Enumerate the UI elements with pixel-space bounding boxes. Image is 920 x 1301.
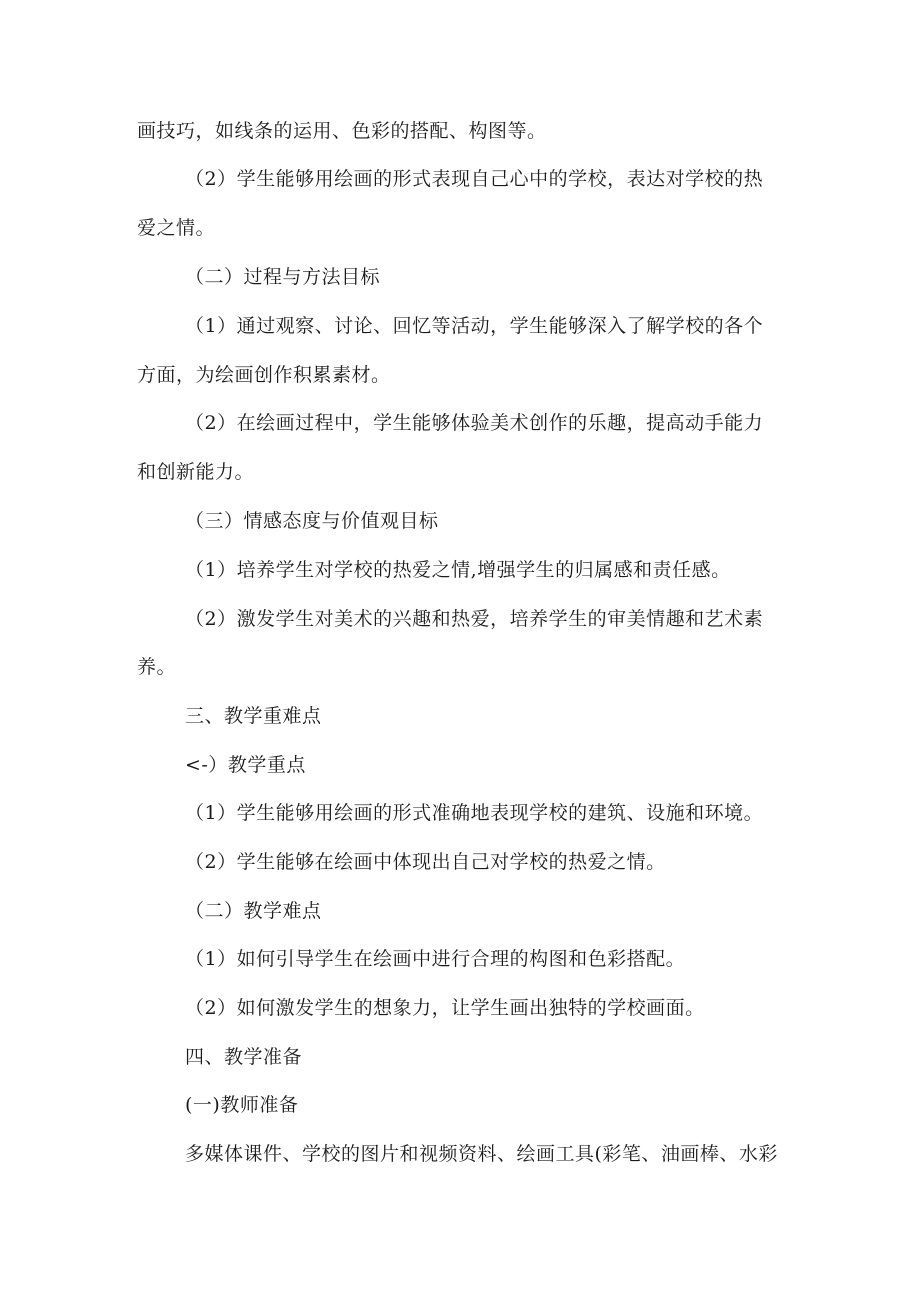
paragraph-line: （1）通过观察、讨论、回忆等活动，学生能够深入了解学校的各个: [185, 315, 764, 337]
paragraph-line: （2）学生能够在绘画中体现出自己对学校的热爱之情。: [185, 851, 666, 873]
chapter-heading: 四、教学准备: [185, 1046, 303, 1068]
paragraph-line: （1）学生能够用绘画的形式准确地表现学校的建筑、设施和环境。: [185, 802, 764, 824]
section-heading: (一)教师准备: [185, 1094, 299, 1116]
paragraph-line: （1）培养学生对学校的热爱之情,增强学生的归属感和责任感。: [185, 559, 731, 581]
paragraph-line: （2）如何激发学生的想象力，让学生画出独特的学校画面。: [185, 997, 705, 1019]
paragraph-line: 养。: [137, 656, 177, 678]
paragraph-line: （2）在绘画过程中，学生能够体验美术创作的乐趣，提高动手能力: [185, 412, 764, 434]
paragraph-line: （2）学生能够用绘画的形式表现自己心中的学校，表达对学校的热: [185, 168, 764, 190]
paragraph-line: （2）激发学生对美术的兴趣和热爱，培养学生的审美情趣和艺术素: [185, 608, 764, 630]
section-heading: （二）教学难点: [185, 900, 322, 922]
paragraph-line: （1）如何引导学生在绘画中进行合理的构图和色彩搭配。: [185, 948, 686, 970]
paragraph-line: 方面，为绘画创作积累素材。: [137, 364, 391, 386]
paragraph-line: 和创新能力。: [137, 461, 255, 483]
chapter-heading: 三、教学重难点: [185, 705, 322, 727]
paragraph-line: 爱之情。: [137, 217, 216, 239]
section-heading: <-）教学重点: [185, 754, 306, 776]
paragraph-line: 画技巧，如线条的运用、色彩的搭配、构图等。: [137, 120, 547, 142]
section-heading: （二）过程与方法目标: [185, 266, 381, 288]
paragraph-line: 多媒体课件、学校的图片和视频资料、绘画工具(彩笔、油画棒、水彩: [185, 1143, 778, 1165]
section-heading: （三）情感态度与价值观目标: [185, 510, 439, 532]
